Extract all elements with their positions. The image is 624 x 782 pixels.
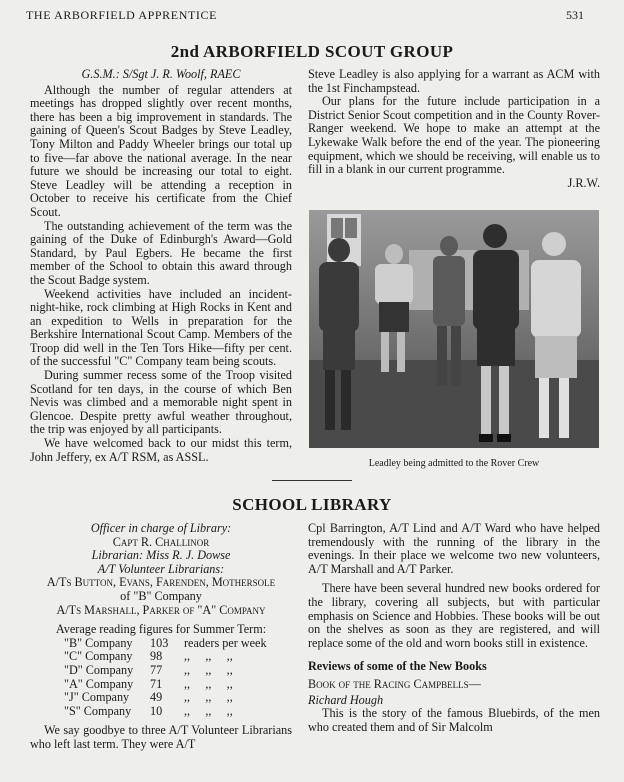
value-cell: 103 <box>150 635 169 650</box>
company-cell: "C" Company <box>64 649 133 664</box>
value-cell: 49 <box>150 690 163 705</box>
library-paragraph: There have been several hundred new books ordered for the library, covering all subjects, but with particular emphasis on Science and Hobbies. These books will be out on the shelves as soon as they are registered, and will replace some of the old and worn books still in existence. <box>308 581 600 650</box>
book-author: Richard Hough <box>308 692 384 707</box>
table-row <box>64 691 267 705</box>
scout-paragraph: Steve Leadley is also applying for a warrant as ACM with the 1st Finchampstead. <box>308 67 600 95</box>
volunteers-b-line: A/Ts Button, Evans, Farenden, Mothersole <box>46 575 276 590</box>
library-paragraph: We say goodbye to three A/T Volunteer Librarians who left last term. They were A/T <box>30 723 292 751</box>
table-row <box>64 705 267 719</box>
signature: J.R.W. <box>567 175 600 190</box>
scout-paragraph: Although the number of regular attenders at meetings has dropped slightly over recent months, there has been a big improvement in standards. The gaining of Queen's Scout Badges by Steve Leadley, Tony Milton and Paddy Wheeler brings our total up to five—far above the national average. In the near future we should be increasing our total to eight. Steve Leadley will be attending a reception in October to receive his certificate from the Chief Scout. <box>30 82 292 219</box>
value-cell: 77 <box>150 662 163 677</box>
company-cell: "D" Company <box>64 662 134 677</box>
value-cell: 98 <box>150 649 163 664</box>
unit-cell: readers per week <box>184 635 267 650</box>
library-right-column <box>308 522 600 734</box>
unit-cell: ,, ,, ,, <box>184 676 233 691</box>
officer-label: Officer in charge of Library: <box>90 521 232 535</box>
volunteers-b-company: of "B" Company <box>120 588 202 603</box>
running-header: THE ARBORFIELD APPRENTICE <box>26 8 218 22</box>
company-cell: "B" Company <box>64 635 133 650</box>
scout-paragraph: During summer recess some of the Troop visited Scotland for ten days, in the course of which Ben Nevis was climbed and a memorable night spent in Glencoe. Despite pretty awful weather throughout, the trip was enjoyed by all participants. <box>30 368 292 437</box>
library-paragraph: Cpl Barrington, A/T Lind and A/T Ward who have helped tremendously with the running of the library in the evenings. In their place we welcome two new volunteers, A/T Marshall and A/T Parker. <box>308 521 600 576</box>
reading-figures-table <box>64 637 267 719</box>
company-cell: "A" Company <box>64 676 134 691</box>
scout-left-column <box>30 68 292 464</box>
rover-crew-photo <box>309 210 599 448</box>
photo-caption: Leadley being admitted to the Rover Crew <box>368 458 540 469</box>
unit-cell: ,, ,, ,, <box>184 690 233 705</box>
librarian-line: Librarian: Miss R. J. Dowse <box>91 548 231 563</box>
library-title: SCHOOL LIBRARY <box>232 495 392 514</box>
table-row <box>64 637 267 651</box>
company-cell: "S" Company <box>64 703 132 718</box>
book-title: Book of the Racing Campbells— <box>308 676 481 691</box>
scout-paragraph: The outstanding achievement of the term was the gaining of the Duke of Edinburgh's Award—Gold Standard, by Paul Egbers. He became the first member of the School to obtain this award through the Scout Badge system. <box>30 218 292 287</box>
unit-cell: ,, ,, ,, <box>184 662 233 677</box>
page-number: 531 <box>566 8 584 22</box>
value-cell: 10 <box>150 703 163 718</box>
scout-paragraph: Weekend activities have included an incident-night-hike, rock climbing at High Rocks in Kent and an expedition to Wells in preparation for the Berkshire International Scout Camp. Members of the Troop did well in the Ten Tors Hike—fifty per cent. of the successful "C" Company team being scouts. <box>30 286 292 369</box>
section-divider <box>272 480 352 481</box>
scout-paragraph: We have welcomed back to our midst this term, John Jeffery, ex A/T RSM, as ASSL. <box>30 436 292 464</box>
value-cell: 71 <box>150 676 163 691</box>
library-left-column <box>30 522 292 752</box>
scout-right-column <box>308 68 600 190</box>
table-row <box>64 678 267 692</box>
unit-cell: ,, ,, ,, <box>184 649 233 664</box>
table-row <box>64 650 267 664</box>
officer-name: Capt R. Challinor <box>112 534 210 549</box>
volunteers-a-line: A/Ts Marshall, Parker of "A" Company <box>56 602 266 617</box>
scout-group-title: 2nd ARBORFIELD SCOUT GROUP <box>170 42 454 61</box>
reviews-heading: Reviews of some of the New Books <box>308 659 487 674</box>
reading-label: Average reading figures for Summer Term: <box>55 622 267 637</box>
unit-cell: ,, ,, ,, <box>184 703 233 718</box>
scout-paragraph: Our plans for the future include participation in a District Senior Scout competition and in the County Rover-Ranger weekend. We hope to make an attempt at the Lykewake Walk before the end of the year. The pioneering equipment, which we should be receiving, will enable us to fill in a blank in our current programme. <box>308 94 600 177</box>
volunteers-label: A/T Volunteer Librarians: <box>97 561 225 576</box>
review-paragraph: This is the story of the famous Bluebirds, of the men who created them and of Sir Malcolm <box>308 706 600 734</box>
company-cell: "J" Company <box>64 690 130 705</box>
table-row <box>64 664 267 678</box>
gsm-line: G.S.M.: S/Sgt J. R. Woolf, RAEC <box>81 67 241 81</box>
